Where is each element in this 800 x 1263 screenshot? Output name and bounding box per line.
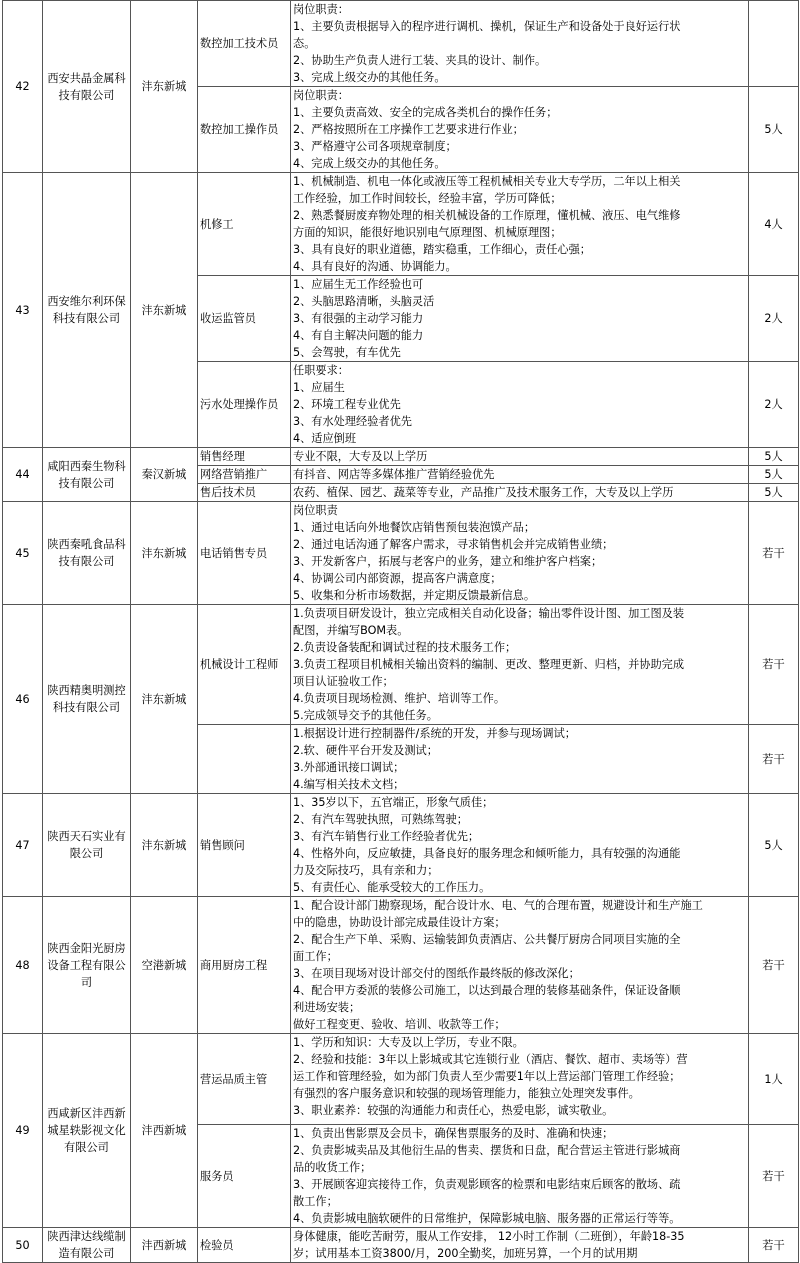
position-title: 销售顾问 (198, 794, 291, 897)
position-title: 数控加工操作员 (198, 87, 291, 173)
district: 秦汉新城 (131, 448, 198, 502)
requirement-line: 4、协调公司内部资源，提高客户满意度； (293, 572, 502, 585)
requirement-line: 2、配合生产下单、采购、运输装卸负责酒店、公共餐厅厨房合同项目实施的全 (293, 933, 681, 946)
position-title: 售后技术员 (198, 484, 291, 502)
requirements (291, 1034, 749, 1125)
requirements (291, 362, 749, 448)
company-name: 西咸新区沣西新城星轶影视文化有限公司 (43, 1034, 131, 1228)
company-name: 陕西秦吼食品科技有限公司 (43, 502, 131, 605)
requirement-line: 3、严格遵守公司各项规章制度； (293, 140, 457, 153)
table-row (3, 173, 799, 276)
requirement-line: 5.完成领导交予的其他任务。 (293, 709, 438, 722)
requirement-line: 做好工程变更、验收、培训、收款等工作； (293, 1018, 506, 1031)
requirements (291, 87, 749, 173)
row-number: 42 (3, 1, 43, 173)
requirement-line: 3、在项目现场对设计部交付的图纸作最终版的修改深化； (293, 967, 580, 980)
table-row (3, 502, 799, 605)
company-name: 西安维尔利环保科技有限公司 (43, 173, 131, 448)
requirement-line: 1、机械制造、机电一体化或液压等工程机械相关专业大专学历，二年以上相关 (293, 175, 681, 188)
row-number: 49 (3, 1034, 43, 1228)
requirement-line: 项目认证验收工作； (293, 675, 394, 688)
headcount: 5人 (749, 484, 799, 502)
requirement-line: 3.负责工程项目机械相关输出资料的编制、更改、整理更新、归档，并协助完成 (293, 658, 685, 671)
requirement-line: 1、通过电话向外地餐饮店销售预包装泡馍产品； (293, 521, 536, 534)
requirement-line: 任职要求： (293, 364, 349, 377)
requirement-line: 品的收货工作； (293, 1161, 372, 1174)
company-name: 陕西精奥明测控科技有限公司 (43, 605, 131, 794)
headcount: 5人 (749, 794, 799, 897)
requirements (291, 1228, 749, 1263)
position-title: 污水处理操作员 (198, 362, 291, 448)
requirement-line: 4、完成上级交办的其他任务。 (293, 157, 446, 170)
requirement-line: 3、有汽车销售行业工作经验者优先； (293, 830, 480, 843)
headcount: 若干 (749, 1125, 799, 1228)
company-name: 陕西津达线缆制造有限公司 (43, 1228, 131, 1263)
requirement-line: 5、收集和分析市场数据，并定期反馈最新信息。 (293, 589, 536, 602)
table-row (3, 794, 799, 897)
requirement-line: 岁；试用基本工资3800/月，200全勤奖，加班另算，一个月的试用期 (293, 1247, 638, 1260)
requirement-line: 2、严格按照所在工序操作工艺要求进行作业； (293, 123, 524, 136)
district: 沣西新城 (131, 1034, 198, 1228)
row-number: 48 (3, 897, 43, 1034)
district: 沣东新城 (131, 502, 198, 605)
requirement-line: 4、配合甲方委派的装修公司施工，以达到最合理的装修基础条件，保证设备顺 (293, 984, 681, 997)
requirement-line: 2、负责影城卖品及其他衍生品的售卖、摆货和日盘，配合营运主管进行影城商 (293, 1144, 681, 1157)
requirement-line: 面工作； (293, 950, 338, 963)
table-row (3, 1, 799, 87)
position-title (198, 725, 291, 794)
position-title: 电话销售专员 (198, 502, 291, 605)
requirement-line: 3、有很强的主动学习能力 (293, 312, 424, 325)
district: 沣东新城 (131, 1, 198, 173)
headcount: 若干 (749, 502, 799, 605)
requirement-line: 5、有责任心、能承受较大的工作压力。 (293, 881, 491, 894)
row-number: 43 (3, 173, 43, 448)
headcount: 5人 (749, 87, 799, 173)
requirement-line: 态。 (293, 37, 316, 50)
requirements (291, 448, 749, 466)
headcount: 若干 (749, 725, 799, 794)
requirements (291, 502, 749, 605)
table-row (3, 448, 799, 466)
position-title: 检验员 (198, 1228, 291, 1263)
job-listing-table (2, 0, 799, 1263)
requirement-line: 4、性格外向，反应敏捷，具备良好的服务理念和倾听能力，具有较强的沟通能 (293, 847, 681, 860)
requirement-line: 3、具有良好的职业道德，踏实稳重，工作细心，责任心强； (293, 243, 591, 256)
headcount: 2人 (749, 276, 799, 362)
requirement-line: 4、具有良好的沟通、协调能力。 (293, 260, 457, 273)
requirement-line: 4、适应倒班 (293, 432, 357, 445)
requirement-line: 1、配合设计部门勘察现场，配合设计水、电、气的合理布置，规避设计和生产施工 (293, 899, 703, 912)
requirement-line: 2、通过电话沟通了解客户需求，寻求销售机会并完成销售业绩； (293, 538, 614, 551)
requirement-line: 1、主要负责高效、安全的完成各类机台的操作任务； (293, 106, 558, 119)
requirement-line: 5、会驾驶，有车优先 (293, 346, 401, 359)
requirement-line: 2.软、硬件平台开发及测试； (293, 744, 438, 757)
requirement-line: 3、有水处理经验者优先 (293, 415, 412, 428)
position-title: 销售经理 (198, 448, 291, 466)
requirement-line: 2、熟悉餐厨废弃物处理的相关机械设备的工作原理，懂机械、液压、电气维修 (293, 209, 681, 222)
table-row (3, 1034, 799, 1125)
company-name: 陕西金阳光厨房设备工程有限公司 (43, 897, 131, 1034)
row-number: 50 (3, 1228, 43, 1263)
requirement-line: 1、应届生 (293, 381, 345, 394)
company-name: 陕西天石实业有限公司 (43, 794, 131, 897)
requirement-line: 3、职业素养：较强的沟通能力和责任心，热爱电影，诚实敬业。 (293, 1104, 614, 1117)
requirement-line: 有强烈的客户服务意识和较强的现场管理能力，能独立处理突发事件。 (293, 1087, 640, 1100)
requirement-line: 4、负责影城电脑软硬件的日常维护，保障影城电脑、服务器的正常运行等等。 (293, 1212, 681, 1225)
requirement-line: 2、环境工程专业优先 (293, 398, 401, 411)
table-row (3, 1228, 799, 1263)
headcount: 5人 (749, 466, 799, 484)
requirement-line: 4.编写相关技术文档； (293, 778, 405, 791)
position-title: 机修工 (198, 173, 291, 276)
requirement-line: 4、有自主解决问题的能力 (293, 329, 424, 342)
position-title: 数控加工技术员 (198, 1, 291, 87)
requirement-line: 有抖音、网店等多媒体推广营销经验优先 (293, 468, 495, 481)
requirement-line: 力及交际技巧，具有亲和力； (293, 864, 439, 877)
requirements (291, 276, 749, 362)
headcount: 5人 (749, 448, 799, 466)
requirement-line: 1、35岁以下，五官端正，形象气质佳； (293, 796, 494, 809)
requirement-line: 2、协助生产负责人进行工装、夹具的设计、制作。 (293, 54, 547, 67)
headcount: 2人 (749, 362, 799, 448)
requirement-line: 1、应届生无工作经验也可 (293, 278, 424, 291)
requirement-line: 1、主要负责根据导入的程序进行调机、操机，保证生产和设备处于良好运行状 (293, 20, 681, 33)
requirement-line: 1.根据设计进行控制器件/系统的开发，并参与现场调试； (293, 727, 576, 740)
requirement-line: 3、开发新客户，拓展与老客户的业务，建立和维护客户档案； (293, 555, 603, 568)
requirement-line: 2、有汽车驾驶执照，可熟练驾驶； (293, 813, 468, 826)
requirement-line: 专业不限，大专及以上学历 (293, 450, 428, 463)
headcount: 若干 (749, 1228, 799, 1263)
row-number: 47 (3, 794, 43, 897)
requirement-line: 1.负责项目研发设计，独立完成相关自动化设备；输出零件设计图、加工图及装 (293, 607, 685, 620)
requirements (291, 897, 749, 1034)
position-title: 商用厨房工程 (198, 897, 291, 1034)
requirement-line: 身体健康，能吃苦耐劳，服从工作安排， 12小时工作制（二班倒），年龄18-35 (293, 1230, 685, 1243)
requirement-line: 3.外部通讯接口调试； (293, 761, 405, 774)
requirement-line: 1、负责出售影票及会员卡，确保售票服务的及时、准确和快速； (293, 1127, 614, 1140)
position-title: 收运监管员 (198, 276, 291, 362)
requirements (291, 1125, 749, 1228)
requirement-line: 3、开展顾客迎宾接待工作，负责观影顾客的检票和电影结束后顾客的散场、疏 (293, 1178, 681, 1191)
requirement-line: 3、完成上级交办的其他任务。 (293, 71, 446, 84)
district: 沣西新城 (131, 1228, 198, 1263)
requirements (291, 484, 749, 502)
requirement-line: 岗位职责： (293, 3, 349, 16)
requirement-line: 运工作和管理经验，如为部门负责人至少需要1年以上营运部门管理工作经验； (293, 1070, 681, 1083)
requirement-line: 2.负责设备装配和调试过程的技术服务工作； (293, 641, 517, 654)
requirement-line: 工作经验，加工作时间较长，经验丰富，学历可降低； (293, 192, 562, 205)
requirements (291, 605, 749, 725)
district: 沣东新城 (131, 605, 198, 794)
headcount: 4人 (749, 173, 799, 276)
requirement-line: 岗位职责 (293, 504, 338, 517)
company-name: 西安共晶金属科技有限公司 (43, 1, 131, 173)
job-listing-body (3, 1, 799, 1263)
requirement-line: 散工作； (293, 1195, 338, 1208)
position-title: 网络营销推广 (198, 466, 291, 484)
position-title: 服务员 (198, 1125, 291, 1228)
district: 空港新城 (131, 897, 198, 1034)
table-row (3, 605, 799, 725)
requirement-line: 配图，并编写BOM表。 (293, 624, 409, 637)
requirements (291, 466, 749, 484)
headcount: 1人 (749, 1034, 799, 1125)
requirements (291, 794, 749, 897)
requirement-line: 4.负责项目现场检测、维护、培训等工作。 (293, 692, 506, 705)
requirements (291, 1, 749, 87)
requirement-line: 方面的知识，能很好地识别电气原理图、机械原理图； (293, 226, 562, 239)
requirement-line: 2、头脑思路清晰，头脑灵活 (293, 295, 435, 308)
company-name: 咸阳西秦生物科技有限公司 (43, 448, 131, 502)
headcount (749, 1, 799, 87)
requirements (291, 725, 749, 794)
headcount: 若干 (749, 605, 799, 725)
position-title: 机械设计工程师 (198, 605, 291, 725)
requirement-line: 农药、植保、园艺、蔬菜等专业，产品推广及技术服务工作，大专及以上学历 (293, 486, 674, 499)
row-number: 46 (3, 605, 43, 794)
requirement-line: 1、学历和知识：大专及以上学历，专业不限。 (293, 1036, 524, 1049)
requirement-line: 中的隐患，协助设计部完成最佳设计方案； (293, 916, 506, 929)
row-number: 44 (3, 448, 43, 502)
district: 沣东新城 (131, 173, 198, 448)
requirement-line: 岗位职责： (293, 89, 349, 102)
position-title: 营运品质主管 (198, 1034, 291, 1125)
table-row (3, 897, 799, 1034)
requirements (291, 173, 749, 276)
row-number: 45 (3, 502, 43, 605)
requirement-line: 利进场安装； (293, 1001, 361, 1014)
district: 沣东新城 (131, 794, 198, 897)
requirement-line: 2、经验和技能：3年以上影城或其它连锁行业（酒店、餐饮、超市、卖场等）营 (293, 1053, 688, 1066)
headcount: 若干 (749, 897, 799, 1034)
